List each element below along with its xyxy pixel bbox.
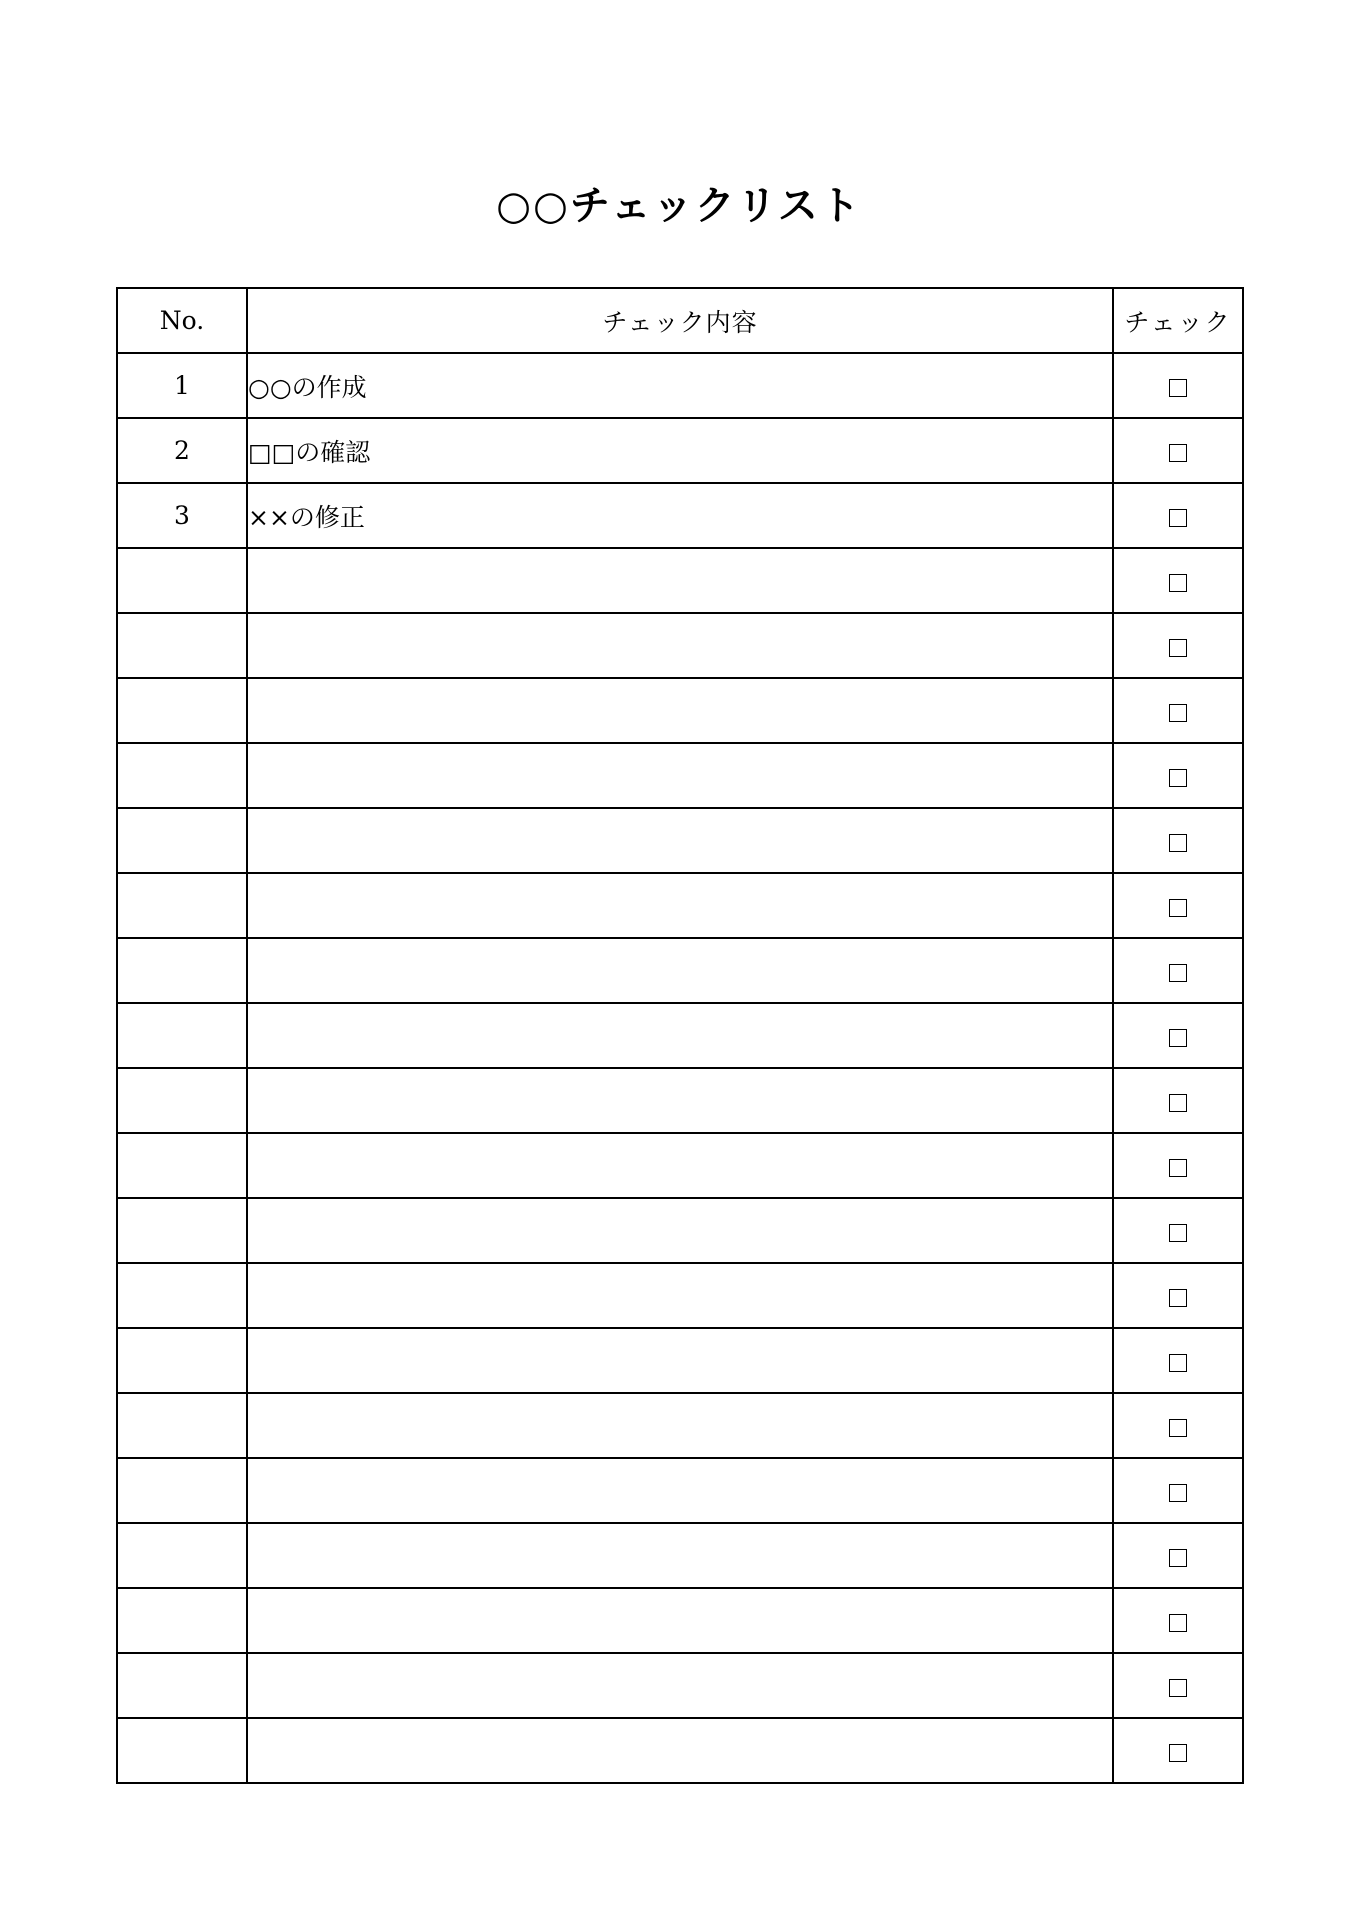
row-content: ××の修正 [247, 483, 1113, 548]
row-number [117, 1393, 247, 1458]
row-check-cell [1113, 1653, 1243, 1718]
row-content [247, 1133, 1113, 1198]
row-number: 1 [117, 353, 247, 418]
row-content [247, 873, 1113, 938]
table-row [117, 353, 1243, 418]
table-row [117, 1198, 1243, 1263]
checkbox-empty-icon[interactable] [1169, 1354, 1187, 1372]
table-row [117, 808, 1243, 873]
checkbox-empty-icon[interactable] [1169, 1159, 1187, 1177]
row-number [117, 1263, 247, 1328]
table-row [117, 1068, 1243, 1133]
checkbox-empty-icon[interactable] [1169, 1224, 1187, 1242]
table-row [117, 1263, 1243, 1328]
row-check-cell [1113, 808, 1243, 873]
checkbox-empty-icon[interactable] [1169, 1744, 1187, 1762]
table-row [117, 1393, 1243, 1458]
row-check-cell [1113, 743, 1243, 808]
row-number [117, 1523, 247, 1588]
table-row [117, 613, 1243, 678]
row-content [247, 1198, 1113, 1263]
row-content [247, 938, 1113, 1003]
checkbox-empty-icon[interactable] [1169, 574, 1187, 592]
checkbox-empty-icon[interactable] [1169, 899, 1187, 917]
table-body [117, 353, 1243, 1783]
row-number [117, 1068, 247, 1133]
row-number [117, 1588, 247, 1653]
checkbox-empty-icon[interactable] [1169, 1614, 1187, 1632]
checkbox-empty-icon[interactable] [1169, 1094, 1187, 1112]
table-row [117, 678, 1243, 743]
row-number [117, 808, 247, 873]
row-check-cell [1113, 1133, 1243, 1198]
row-check-cell [1113, 1263, 1243, 1328]
row-check-cell [1113, 1328, 1243, 1393]
checkbox-empty-icon[interactable] [1169, 1484, 1187, 1502]
row-number [117, 1458, 247, 1523]
row-number [117, 938, 247, 1003]
table-row [117, 1523, 1243, 1588]
checkbox-empty-icon[interactable] [1169, 444, 1187, 462]
row-content: □□の確認 [247, 418, 1113, 483]
table-row [117, 548, 1243, 613]
row-content [247, 743, 1113, 808]
row-number [117, 743, 247, 808]
row-check-cell [1113, 1588, 1243, 1653]
row-content [247, 1068, 1113, 1133]
page-title: ○○チェックリスト [496, 182, 862, 229]
header-no: No. [117, 288, 247, 353]
row-number: 3 [117, 483, 247, 548]
row-content [247, 1523, 1113, 1588]
row-check-cell [1113, 1003, 1243, 1068]
row-check-cell [1113, 1198, 1243, 1263]
table-row [117, 743, 1243, 808]
header-check: チェック [1113, 288, 1243, 353]
row-check-cell [1113, 1718, 1243, 1783]
table-row [117, 873, 1243, 938]
row-content [247, 1653, 1113, 1718]
row-check-cell [1113, 353, 1243, 418]
row-number [117, 1328, 247, 1393]
row-check-cell [1113, 1068, 1243, 1133]
row-check-cell [1113, 483, 1243, 548]
row-content: ○○の作成 [247, 353, 1113, 418]
row-content [247, 1003, 1113, 1068]
checkbox-empty-icon[interactable] [1169, 1419, 1187, 1437]
table-row [117, 1718, 1243, 1783]
row-check-cell [1113, 1458, 1243, 1523]
row-number [117, 548, 247, 613]
checklist-table [116, 287, 1244, 1784]
header-content: チェック内容 [247, 288, 1113, 353]
table-row [117, 938, 1243, 1003]
row-content [247, 1588, 1113, 1653]
row-content [247, 613, 1113, 678]
checkbox-empty-icon[interactable] [1169, 834, 1187, 852]
row-check-cell [1113, 548, 1243, 613]
row-check-cell [1113, 678, 1243, 743]
table-row [117, 483, 1243, 548]
row-number [117, 1003, 247, 1068]
row-content [247, 1263, 1113, 1328]
row-number [117, 1198, 247, 1263]
row-content [247, 548, 1113, 613]
row-number [117, 1133, 247, 1198]
checkbox-empty-icon[interactable] [1169, 509, 1187, 527]
checkbox-empty-icon[interactable] [1169, 639, 1187, 657]
row-number: 2 [117, 418, 247, 483]
row-content [247, 1328, 1113, 1393]
checkbox-empty-icon[interactable] [1169, 1679, 1187, 1697]
table-row [117, 418, 1243, 483]
row-number [117, 873, 247, 938]
row-number [117, 613, 247, 678]
table-row [117, 1133, 1243, 1198]
row-content [247, 1458, 1113, 1523]
table-row [117, 1588, 1243, 1653]
row-content [247, 808, 1113, 873]
table-row [117, 1458, 1243, 1523]
checkbox-empty-icon[interactable] [1169, 379, 1187, 397]
row-content [247, 1393, 1113, 1458]
table-row [117, 1328, 1243, 1393]
row-number [117, 678, 247, 743]
row-check-cell [1113, 613, 1243, 678]
row-check-cell [1113, 1523, 1243, 1588]
row-number [117, 1653, 247, 1718]
row-check-cell [1113, 938, 1243, 1003]
row-number [117, 1718, 247, 1783]
checkbox-empty-icon[interactable] [1169, 1549, 1187, 1567]
table-row [117, 1003, 1243, 1068]
checkbox-empty-icon[interactable] [1169, 769, 1187, 787]
table-header-row [117, 288, 1243, 353]
row-content [247, 678, 1113, 743]
checkbox-empty-icon[interactable] [1169, 964, 1187, 982]
row-check-cell [1113, 418, 1243, 483]
row-check-cell [1113, 873, 1243, 938]
checkbox-empty-icon[interactable] [1169, 704, 1187, 722]
checkbox-empty-icon[interactable] [1169, 1029, 1187, 1047]
row-content [247, 1718, 1113, 1783]
checkbox-empty-icon[interactable] [1169, 1289, 1187, 1307]
table-row [117, 1653, 1243, 1718]
row-check-cell [1113, 1393, 1243, 1458]
